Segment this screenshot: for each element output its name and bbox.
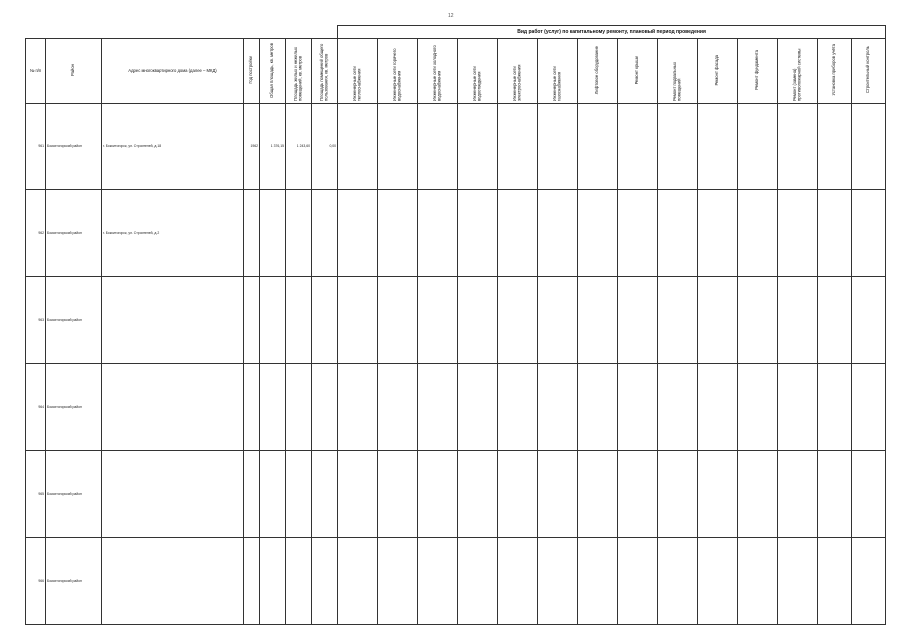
cell-w_fire (778, 103, 818, 190)
table-body (26, 103, 886, 624)
cell-w_gas (538, 277, 578, 364)
column-header-w_hot (378, 39, 418, 104)
cell-w_control (852, 538, 886, 625)
cell-w_hot (378, 190, 418, 277)
cell-area_common (312, 277, 338, 364)
cell-w_sewer (458, 103, 498, 190)
cell-w_gas (538, 364, 578, 451)
column-header-label: Ремонт подвальных помещений (671, 61, 682, 101)
cell-w_meter (818, 451, 852, 538)
cell-area_living (286, 190, 312, 277)
cell-w_fire (778, 277, 818, 364)
cell-w_power (498, 364, 538, 451)
column-header-label: Инженерные сети теплоснабжения (351, 66, 362, 101)
cell-w_lift (578, 364, 618, 451)
cell-area_common (312, 451, 338, 538)
cell-district: Бокситогорский район (46, 364, 102, 451)
column-header-w_fire (778, 39, 818, 104)
column-header-w_basement (658, 39, 698, 104)
cell-w_power (498, 451, 538, 538)
cell-area (260, 364, 286, 451)
cell-w_fire (778, 364, 818, 451)
column-header-w_heat (338, 39, 378, 104)
cell-w_foundation (738, 277, 778, 364)
cell-w_roof (618, 364, 658, 451)
cell-area_living (286, 451, 312, 538)
cell-n: 965 (26, 451, 46, 538)
cell-w_control (852, 103, 886, 190)
table-row (26, 451, 886, 538)
cell-w_hot (378, 103, 418, 190)
cell-w_heat (338, 277, 378, 364)
cell-w_control (852, 451, 886, 538)
cell-n: 964 (26, 364, 46, 451)
column-header-label: Инженерные сети электроснабжения (511, 64, 522, 101)
cell-w_heat (338, 103, 378, 190)
cell-w_heat (338, 364, 378, 451)
cell-w_hot (378, 451, 418, 538)
spacer-cell (26, 26, 338, 39)
cell-w_foundation (738, 364, 778, 451)
column-header-area (260, 39, 286, 104)
cell-w_facade (698, 451, 738, 538)
cell-w_meter (818, 190, 852, 277)
column-header-w_lift (578, 39, 618, 104)
cell-w_cold (418, 538, 458, 625)
cell-w_meter (818, 364, 852, 451)
column-header-label: Установка приборов учёта (831, 44, 837, 96)
cell-w_heat (338, 190, 378, 277)
cell-area: 1 376,15 (260, 103, 286, 190)
cell-year (244, 277, 260, 364)
cell-w_hot (378, 364, 418, 451)
cell-year (244, 451, 260, 538)
cell-w_basement (658, 277, 698, 364)
cell-w_lift (578, 277, 618, 364)
cell-address (102, 451, 244, 538)
column-header-w_gas (538, 39, 578, 104)
cell-w_heat (338, 538, 378, 625)
cell-year (244, 364, 260, 451)
cell-w_roof (618, 538, 658, 625)
column-header-label: Общая площадь, кв. метров (269, 42, 275, 98)
cell-w_roof (618, 103, 658, 190)
cell-n: 966 (26, 538, 46, 625)
column-header-w_roof (618, 39, 658, 104)
cell-w_meter (818, 277, 852, 364)
column-header-label: Ремонт фундамента (754, 50, 760, 90)
cell-address (102, 277, 244, 364)
cell-address: г. Бокситогорск, ул. Строителей, д.2 (102, 190, 244, 277)
cell-area (260, 190, 286, 277)
cell-year (244, 538, 260, 625)
column-header-w_power (498, 39, 538, 104)
cell-w_hot (378, 538, 418, 625)
cell-w_sewer (458, 451, 498, 538)
cell-w_gas (538, 103, 578, 190)
column-header-label: Инженерные сети холодного водоснабжения (431, 45, 442, 101)
cell-w_sewer (458, 190, 498, 277)
table-row (26, 103, 886, 190)
column-header-label: Ремонт крыши (634, 55, 640, 85)
cell-district: Бокситогорский район (46, 451, 102, 538)
column-header-label: Ремонт (замена) противопожарной системы (791, 48, 802, 101)
cell-address: г. Бокситогорск, ул. Строителей, д.18 (102, 103, 244, 190)
cell-w_power (498, 277, 538, 364)
cell-w_cold (418, 277, 458, 364)
cell-address (102, 538, 244, 625)
cell-year: 1962 (244, 103, 260, 190)
cell-w_basement (658, 364, 698, 451)
column-header-area_living (286, 39, 312, 104)
cell-w_control (852, 277, 886, 364)
cell-area (260, 277, 286, 364)
cell-area_common (312, 190, 338, 277)
column-header-label: № п/п (29, 67, 42, 73)
cell-area_living (286, 364, 312, 451)
cell-w_meter (818, 538, 852, 625)
cell-area_living (286, 538, 312, 625)
cell-district: Бокситогорский район (46, 190, 102, 277)
table-row (26, 190, 886, 277)
column-header-label: Ремонт фасада (714, 54, 720, 86)
cell-w_power (498, 103, 538, 190)
cell-w_basement (658, 451, 698, 538)
cell-w_foundation (738, 190, 778, 277)
cell-w_fire (778, 538, 818, 625)
column-header-row (26, 39, 886, 104)
cell-w_roof (618, 451, 658, 538)
cell-w_control (852, 190, 886, 277)
cell-w_roof (618, 190, 658, 277)
cell-w_cold (418, 451, 458, 538)
cell-w_sewer (458, 277, 498, 364)
cell-w_cold (418, 190, 458, 277)
column-header-w_cold (418, 39, 458, 104)
cell-w_fire (778, 190, 818, 277)
cell-w_facade (698, 538, 738, 625)
column-header-w_control (852, 39, 886, 104)
cell-w_power (498, 538, 538, 625)
column-header-area_common (312, 39, 338, 104)
capital-repair-table (25, 25, 886, 625)
cell-n: 961 (26, 103, 46, 190)
table-row (26, 277, 886, 364)
column-header-label: Адрес многоквартирного дома (далее – МКД) (128, 67, 217, 73)
cell-year (244, 190, 260, 277)
cell-w_gas (538, 538, 578, 625)
cell-n: 962 (26, 190, 46, 277)
column-header-label: Год постройки (248, 56, 254, 84)
cell-w_power (498, 190, 538, 277)
column-header-w_facade (698, 39, 738, 104)
works-super-header: Вид работ (услуг) по капитальному ремонту, плановый период проведения (338, 26, 886, 39)
cell-area (260, 538, 286, 625)
column-header-district (46, 39, 102, 104)
cell-w_lift (578, 451, 618, 538)
cell-w_gas (538, 451, 578, 538)
column-header-year (244, 39, 260, 104)
cell-w_facade (698, 190, 738, 277)
page-number: 12 (448, 13, 454, 19)
cell-w_heat (338, 451, 378, 538)
table-row (26, 364, 886, 451)
column-header-w_meter (818, 39, 852, 104)
column-header-label: Инженерные сети горячего водоснабжения (391, 48, 402, 101)
cell-w_meter (818, 103, 852, 190)
cell-area_common: 0,00 (312, 103, 338, 190)
column-header-label: Инженерные сети газоснабжения (551, 66, 562, 101)
cell-w_basement (658, 190, 698, 277)
cell-w_sewer (458, 364, 498, 451)
column-header-label: Инженерные сети водоотведения (471, 66, 482, 101)
cell-w_foundation (738, 103, 778, 190)
cell-w_sewer (458, 538, 498, 625)
cell-area_living: 1 243,60 (286, 103, 312, 190)
cell-w_control (852, 364, 886, 451)
cell-w_facade (698, 364, 738, 451)
cell-n: 963 (26, 277, 46, 364)
cell-w_cold (418, 364, 458, 451)
cell-w_basement (658, 538, 698, 625)
cell-w_gas (538, 190, 578, 277)
column-header-w_foundation (738, 39, 778, 104)
cell-area (260, 451, 286, 538)
column-header-w_sewer (458, 39, 498, 104)
cell-w_lift (578, 103, 618, 190)
table-row (26, 538, 886, 625)
cell-w_lift (578, 190, 618, 277)
cell-w_facade (698, 103, 738, 190)
cell-area_living (286, 277, 312, 364)
column-header-n (26, 39, 46, 104)
cell-area_common (312, 364, 338, 451)
column-header-label: Район (70, 64, 76, 76)
cell-area_common (312, 538, 338, 625)
column-header-label: Площадь жилых и нежилых помещений, кв. метров (292, 46, 303, 101)
column-header-label: Площадь помещений общего пользования, кв. метров (318, 43, 329, 101)
cell-w_hot (378, 277, 418, 364)
cell-w_foundation (738, 451, 778, 538)
cell-w_fire (778, 451, 818, 538)
cell-w_roof (618, 277, 658, 364)
cell-district: Бокситогорский район (46, 538, 102, 625)
column-header-address (102, 39, 244, 104)
cell-district: Бокситогорский район (46, 277, 102, 364)
cell-w_facade (698, 277, 738, 364)
column-header-label: Строительный контроль (865, 46, 871, 94)
cell-w_cold (418, 103, 458, 190)
cell-w_foundation (738, 538, 778, 625)
column-header-label: Лифтовое оборудование (594, 45, 600, 95)
cell-address (102, 364, 244, 451)
cell-district: Бокситогорский район (46, 103, 102, 190)
cell-w_basement (658, 103, 698, 190)
cell-w_lift (578, 538, 618, 625)
